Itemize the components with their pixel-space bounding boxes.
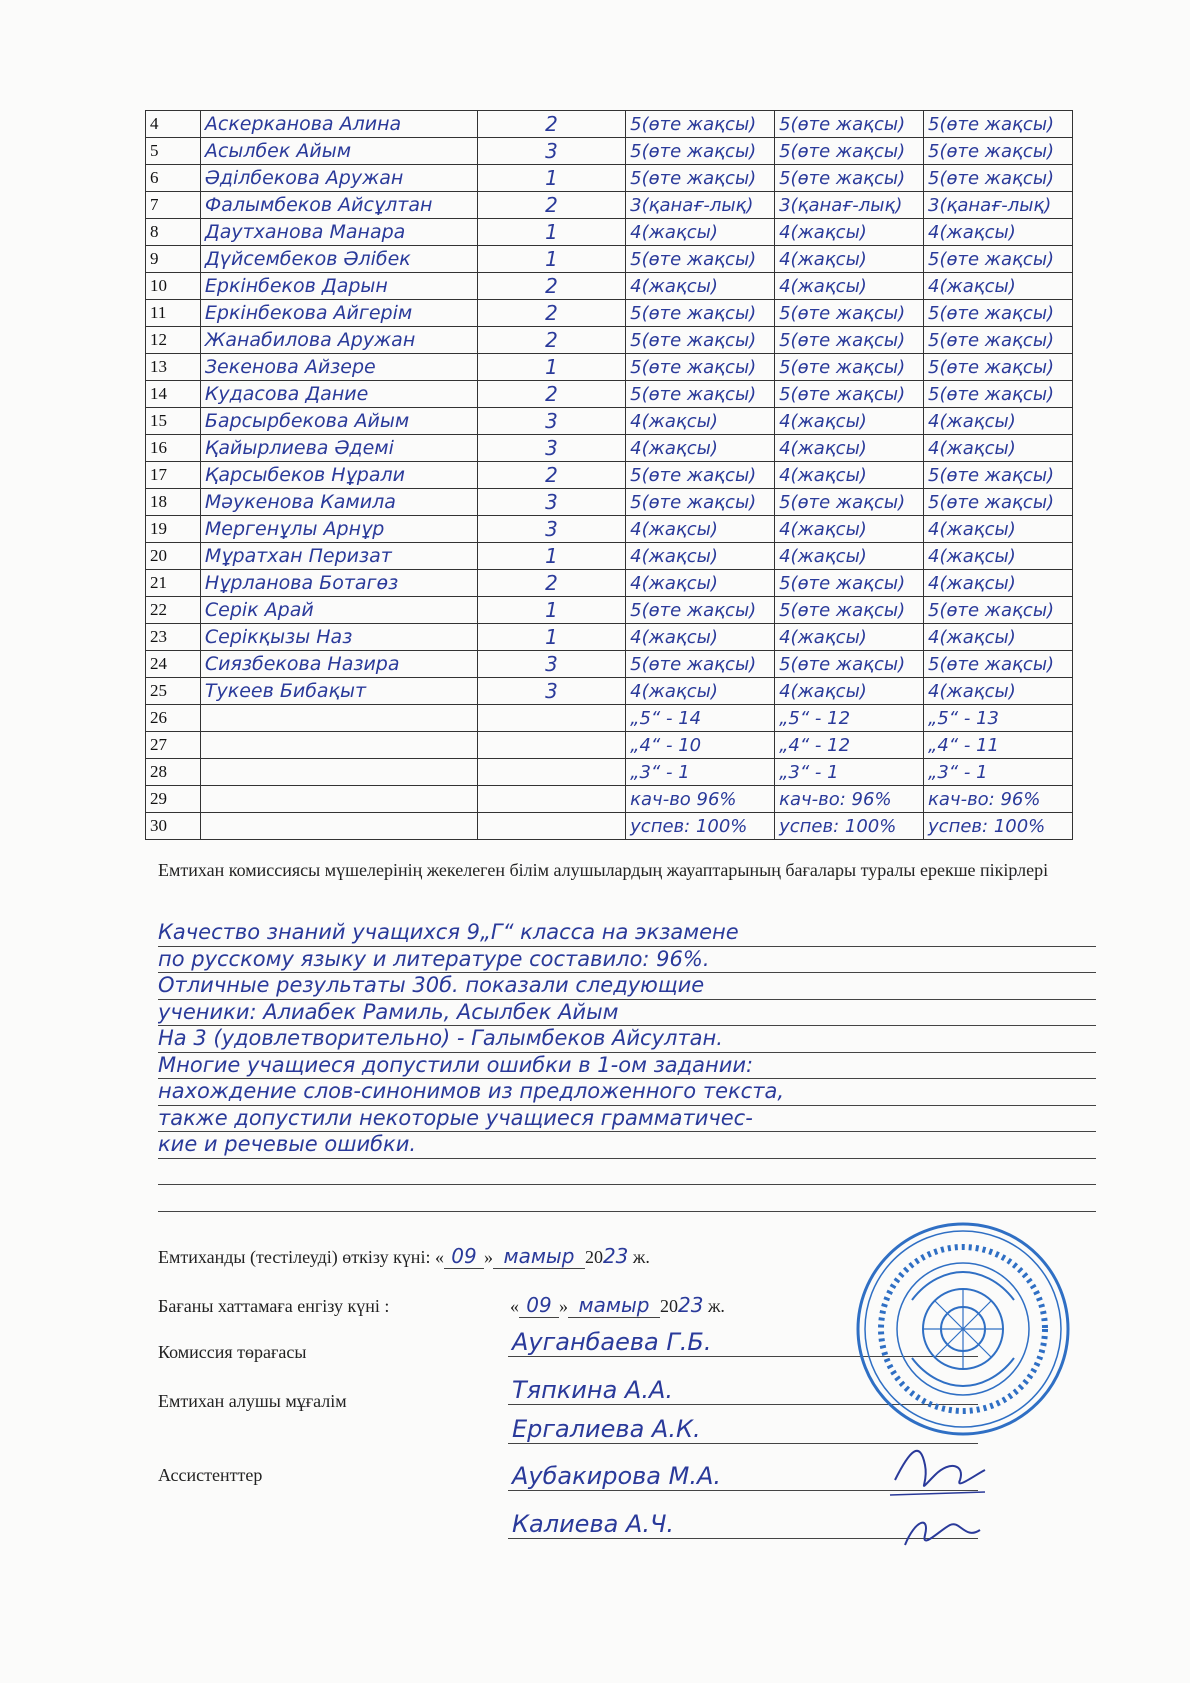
grade-cell-3: 4(жақсы) [924, 624, 1073, 651]
remark-line: кие и речевые ошибки. [158, 1132, 1096, 1159]
grade-cell-1: „4“ - 10 [626, 732, 775, 759]
grade-cell-2: 4(жақсы) [775, 678, 924, 705]
entry-date-sep: » [559, 1296, 568, 1316]
exam-date-day: 09 [444, 1244, 484, 1269]
grade-cell-2: 4(жақсы) [775, 246, 924, 273]
row-number: 21 [146, 570, 201, 597]
student-name: Жанабилова Аружан [200, 327, 477, 354]
teacher-name-1: Тяпкина А.А. [512, 1376, 674, 1404]
student-name [200, 732, 477, 759]
variant-number [477, 786, 625, 813]
chair-name: Ауганбаева Г.Б. [512, 1328, 712, 1356]
row-number: 4 [146, 111, 201, 138]
grade-cell-1: 4(жақсы) [626, 678, 775, 705]
table-row [146, 678, 1073, 705]
grade-cell-3: 4(жақсы) [924, 408, 1073, 435]
student-name: Еркінбекова Айгерім [200, 300, 477, 327]
entry-date-year-prefix: 20 [660, 1296, 678, 1316]
exam-date-sep: » [483, 1247, 493, 1267]
grade-cell-2: кач-во: 96% [775, 786, 924, 813]
row-number: 19 [146, 516, 201, 543]
grade-cell-3: 5(өте жақсы) [924, 111, 1073, 138]
remark-line: нахождение слов-синонимов из предложенного текста, [158, 1079, 1096, 1106]
row-number: 30 [146, 813, 201, 840]
row-number: 20 [146, 543, 201, 570]
remark-line [158, 1185, 1096, 1212]
student-name: Еркінбеков Дарын [200, 273, 477, 300]
grade-cell-2: 5(өте жақсы) [775, 570, 924, 597]
variant-number: 3 [477, 435, 625, 462]
grade-cell-1: 5(өте жақсы) [626, 462, 775, 489]
grade-cell-3: 5(өте жақсы) [924, 381, 1073, 408]
variant-number: 2 [477, 570, 625, 597]
exam-date-row [158, 1244, 650, 1269]
grade-cell-3: 5(өте жақсы) [924, 246, 1073, 273]
entry-date-open: « [510, 1296, 519, 1316]
student-name: Асылбек Айым [200, 138, 477, 165]
grade-cell-3: 4(жақсы) [924, 516, 1073, 543]
table-row [146, 327, 1073, 354]
student-name: Дүйсембеков Әлібек [200, 246, 477, 273]
grade-cell-1: кач-во 96% [626, 786, 775, 813]
entry-date-year: 23 [678, 1293, 704, 1317]
entry-date-suffix: ж. [703, 1296, 725, 1316]
grade-cell-2: 4(жақсы) [775, 219, 924, 246]
student-name: Мұратхан Перизат [200, 543, 477, 570]
table-row [146, 165, 1073, 192]
grade-cell-1: „3“ - 1 [626, 759, 775, 786]
grade-cell-3: 5(өте жақсы) [924, 597, 1073, 624]
student-name: Нұрланова Ботагөз [200, 570, 477, 597]
table-row [146, 462, 1073, 489]
grade-cell-1: 5(өте жақсы) [626, 246, 775, 273]
grade-cell-3: 4(жақсы) [924, 543, 1073, 570]
entry-date-row [158, 1293, 725, 1318]
grade-cell-3: „5“ - 13 [924, 705, 1073, 732]
grade-cell-3: 5(өте жақсы) [924, 165, 1073, 192]
row-number: 22 [146, 597, 201, 624]
variant-number: 2 [477, 462, 625, 489]
remark-line: также допустили некоторые учащиеся грамматичес- [158, 1106, 1096, 1133]
variant-number: 2 [477, 327, 625, 354]
student-name: Мергенұлы Арнұр [200, 516, 477, 543]
variant-number [477, 813, 625, 840]
grades-table [145, 110, 1073, 840]
remark-line: На 3 (удовлетворительно) - Галымбеков Айсултан. [158, 1026, 1096, 1053]
grade-cell-2: 4(жақсы) [775, 408, 924, 435]
student-name: Қарсыбеков Нұрали [200, 462, 477, 489]
table-row [146, 111, 1073, 138]
remark-line: по русскому языку и литературе составило: 96%. [158, 947, 1096, 974]
student-name [200, 786, 477, 813]
remarks-lines [158, 920, 1096, 1212]
teacher-row [158, 1391, 347, 1412]
table-row [146, 705, 1073, 732]
student-name: Зекенова Айзере [200, 354, 477, 381]
variant-number: 1 [477, 624, 625, 651]
table-row [146, 570, 1073, 597]
grade-cell-2: успев: 100% [775, 813, 924, 840]
row-number: 9 [146, 246, 201, 273]
grade-cell-1: 4(жақсы) [626, 543, 775, 570]
grade-cell-3: 5(өте жақсы) [924, 651, 1073, 678]
grade-cell-1: „5“ - 14 [626, 705, 775, 732]
grade-cell-1: 5(өте жақсы) [626, 327, 775, 354]
exam-date-month: мамыр [493, 1244, 585, 1269]
table-row [146, 732, 1073, 759]
table-row [146, 489, 1073, 516]
student-name: Аскерканова Алина [200, 111, 477, 138]
grade-cell-2: 5(өте жақсы) [775, 381, 924, 408]
table-row [146, 381, 1073, 408]
grade-cell-3: 5(өте жақсы) [924, 354, 1073, 381]
row-number: 27 [146, 732, 201, 759]
row-number: 25 [146, 678, 201, 705]
variant-number: 1 [477, 354, 625, 381]
grade-cell-1: 4(жақсы) [626, 408, 775, 435]
grade-cell-1: 4(жақсы) [626, 570, 775, 597]
chair-row [158, 1342, 307, 1363]
grade-cell-3: 5(өте жақсы) [924, 489, 1073, 516]
grade-cell-3: 5(өте жақсы) [924, 300, 1073, 327]
remark-line: ученики: Алиабек Рамиль, Асылбек Айым [158, 1000, 1096, 1027]
table-row [146, 408, 1073, 435]
exam-date-year: 23 [602, 1244, 629, 1268]
grade-cell-2: 5(өте жақсы) [775, 327, 924, 354]
table-row [146, 759, 1073, 786]
grade-cell-1: 5(өте жақсы) [626, 138, 775, 165]
remark-line [158, 1159, 1096, 1186]
table-row [146, 192, 1073, 219]
grade-cell-2: 4(жақсы) [775, 273, 924, 300]
grade-cell-2: „5“ - 12 [775, 705, 924, 732]
student-name: Серікқызы Наз [200, 624, 477, 651]
table-row [146, 273, 1073, 300]
grade-cell-2: 4(жақсы) [775, 516, 924, 543]
variant-number: 1 [477, 597, 625, 624]
grade-cell-2: 5(өте жақсы) [775, 489, 924, 516]
row-number: 16 [146, 435, 201, 462]
grade-cell-1: 5(өте жақсы) [626, 165, 775, 192]
remarks-title: Емтихан комиссиясы мүшелерінің жекелеген білім алушылардың жауаптарының бағалары туралы ерекше пікірлері [158, 860, 1049, 880]
grade-cell-2: 4(жақсы) [775, 543, 924, 570]
table-row [146, 354, 1073, 381]
grade-cell-2: „4“ - 12 [775, 732, 924, 759]
variant-number: 2 [477, 273, 625, 300]
exam-date-label: Емтиханды (тестілеуді) өткізу күні: « [158, 1247, 444, 1267]
grade-cell-3: 5(өте жақсы) [924, 462, 1073, 489]
grade-cell-2: „3“ - 1 [775, 759, 924, 786]
row-number: 26 [146, 705, 201, 732]
variant-number [477, 705, 625, 732]
grade-cell-2: 5(өте жақсы) [775, 165, 924, 192]
student-name: Қайырлиева Әдемі [200, 435, 477, 462]
grade-cell-1: 5(өте жақсы) [626, 489, 775, 516]
exam-date-suffix: ж. [628, 1247, 650, 1267]
entry-date-month: мамыр [568, 1293, 660, 1318]
row-number: 7 [146, 192, 201, 219]
variant-number: 2 [477, 111, 625, 138]
teacher-name-2: Ергалиева А.К. [512, 1415, 701, 1443]
student-name [200, 759, 477, 786]
row-number: 29 [146, 786, 201, 813]
chair-label: Комиссия төрағасы [158, 1342, 307, 1362]
row-number: 24 [146, 651, 201, 678]
exam-date-year-prefix: 20 [584, 1247, 603, 1267]
grade-cell-2: 5(өте жақсы) [775, 138, 924, 165]
variant-number: 2 [477, 381, 625, 408]
student-name: Даутханова Манара [200, 219, 477, 246]
teacher-label: Емтихан алушы мұғалім [158, 1391, 347, 1411]
grade-cell-2: 5(өте жақсы) [775, 354, 924, 381]
variant-number [477, 732, 625, 759]
variant-number: 3 [477, 678, 625, 705]
student-name: Мәукенова Камила [200, 489, 477, 516]
grade-cell-3: 4(жақсы) [924, 678, 1073, 705]
grade-cell-2: 5(өте жақсы) [775, 597, 924, 624]
student-name: Серік Арай [200, 597, 477, 624]
variant-number: 2 [477, 300, 625, 327]
grade-cell-3: „4“ - 11 [924, 732, 1073, 759]
student-name [200, 813, 477, 840]
row-number: 12 [146, 327, 201, 354]
table-row [146, 543, 1073, 570]
row-number: 11 [146, 300, 201, 327]
variant-number: 1 [477, 219, 625, 246]
grade-cell-1: 5(өте жақсы) [626, 651, 775, 678]
grade-cell-2: 4(жақсы) [775, 624, 924, 651]
table-row [146, 138, 1073, 165]
row-number: 18 [146, 489, 201, 516]
grade-cell-1: 3(қанағ-лық) [626, 192, 775, 219]
table-row [146, 246, 1073, 273]
grade-cell-3: 5(өте жақсы) [924, 327, 1073, 354]
table-row [146, 651, 1073, 678]
grade-cell-1: 4(жақсы) [626, 624, 775, 651]
grade-cell-2: 5(өте жақсы) [775, 651, 924, 678]
student-name: Әділбекова Аружан [200, 165, 477, 192]
table-row [146, 624, 1073, 651]
student-name: Фалымбеков Айсұлтан [200, 192, 477, 219]
table-row [146, 219, 1073, 246]
entry-date-label: Бағаны хаттамаға енгізу күні : [158, 1296, 390, 1316]
entry-date-day: 09 [519, 1293, 559, 1318]
grade-cell-3: „3“ - 1 [924, 759, 1073, 786]
grade-cell-1: 5(өте жақсы) [626, 111, 775, 138]
grade-cell-2: 5(өте жақсы) [775, 300, 924, 327]
grade-cell-3: 4(жақсы) [924, 273, 1073, 300]
row-number: 28 [146, 759, 201, 786]
table-row [146, 300, 1073, 327]
grade-cell-1: 4(жақсы) [626, 435, 775, 462]
grade-cell-3: кач-во: 96% [924, 786, 1073, 813]
variant-number [477, 759, 625, 786]
student-name: Сиязбекова Назира [200, 651, 477, 678]
grade-cell-3: успев: 100% [924, 813, 1073, 840]
variant-number: 1 [477, 246, 625, 273]
table-row [146, 597, 1073, 624]
student-name [200, 705, 477, 732]
grade-cell-1: 4(жақсы) [626, 516, 775, 543]
assistant-name-2: Калиева А.Ч. [512, 1510, 675, 1538]
row-number: 14 [146, 381, 201, 408]
remark-line: Многие учащиеся допустили ошибки в 1-ом задании: [158, 1053, 1096, 1080]
variant-number: 3 [477, 651, 625, 678]
table-row [146, 516, 1073, 543]
row-number: 23 [146, 624, 201, 651]
row-number: 17 [146, 462, 201, 489]
row-number: 15 [146, 408, 201, 435]
grade-cell-1: 5(өте жақсы) [626, 597, 775, 624]
grade-cell-2: 4(жақсы) [775, 435, 924, 462]
variant-number: 3 [477, 489, 625, 516]
variant-number: 3 [477, 138, 625, 165]
table-row [146, 813, 1073, 840]
grade-cell-3: 4(жақсы) [924, 435, 1073, 462]
student-name: Барсырбекова Айым [200, 408, 477, 435]
grade-cell-1: 5(өте жақсы) [626, 300, 775, 327]
student-name: Кудасова Дание [200, 381, 477, 408]
grade-cell-1: 5(өте жақсы) [626, 354, 775, 381]
variant-number: 1 [477, 543, 625, 570]
grade-cell-3: 3(қанағ-лық) [924, 192, 1073, 219]
variant-number: 3 [477, 408, 625, 435]
row-number: 5 [146, 138, 201, 165]
assistant-name-1: Аубакирова М.А. [512, 1462, 722, 1490]
grade-cell-2: 3(қанағ-лық) [775, 192, 924, 219]
remark-line: Отличные результаты 30б. показали следующие [158, 973, 1096, 1000]
assistants-label: Ассистенттер [158, 1465, 263, 1485]
grade-cell-3: 5(өте жақсы) [924, 138, 1073, 165]
grade-cell-2: 4(жақсы) [775, 462, 924, 489]
table-row [146, 786, 1073, 813]
row-number: 10 [146, 273, 201, 300]
row-number: 6 [146, 165, 201, 192]
grade-cell-1: 4(жақсы) [626, 219, 775, 246]
variant-number: 2 [477, 192, 625, 219]
variant-number: 3 [477, 516, 625, 543]
grade-cell-2: 5(өте жақсы) [775, 111, 924, 138]
variant-number: 1 [477, 165, 625, 192]
table-row [146, 435, 1073, 462]
grade-cell-3: 4(жақсы) [924, 570, 1073, 597]
grade-cell-3: 4(жақсы) [924, 219, 1073, 246]
student-name: Тукеев Бибақыт [200, 678, 477, 705]
grade-cell-1: 5(өте жақсы) [626, 381, 775, 408]
assistants-row [158, 1465, 262, 1486]
handwritten-signatures [885, 1420, 995, 1560]
row-number: 13 [146, 354, 201, 381]
school-seal-icon [852, 1218, 1074, 1440]
grade-cell-1: 4(жақсы) [626, 273, 775, 300]
remark-line: Качество знаний учащихся 9„Г“ класса на экзамене [158, 920, 1096, 947]
row-number: 8 [146, 219, 201, 246]
grade-cell-1: успев: 100% [626, 813, 775, 840]
